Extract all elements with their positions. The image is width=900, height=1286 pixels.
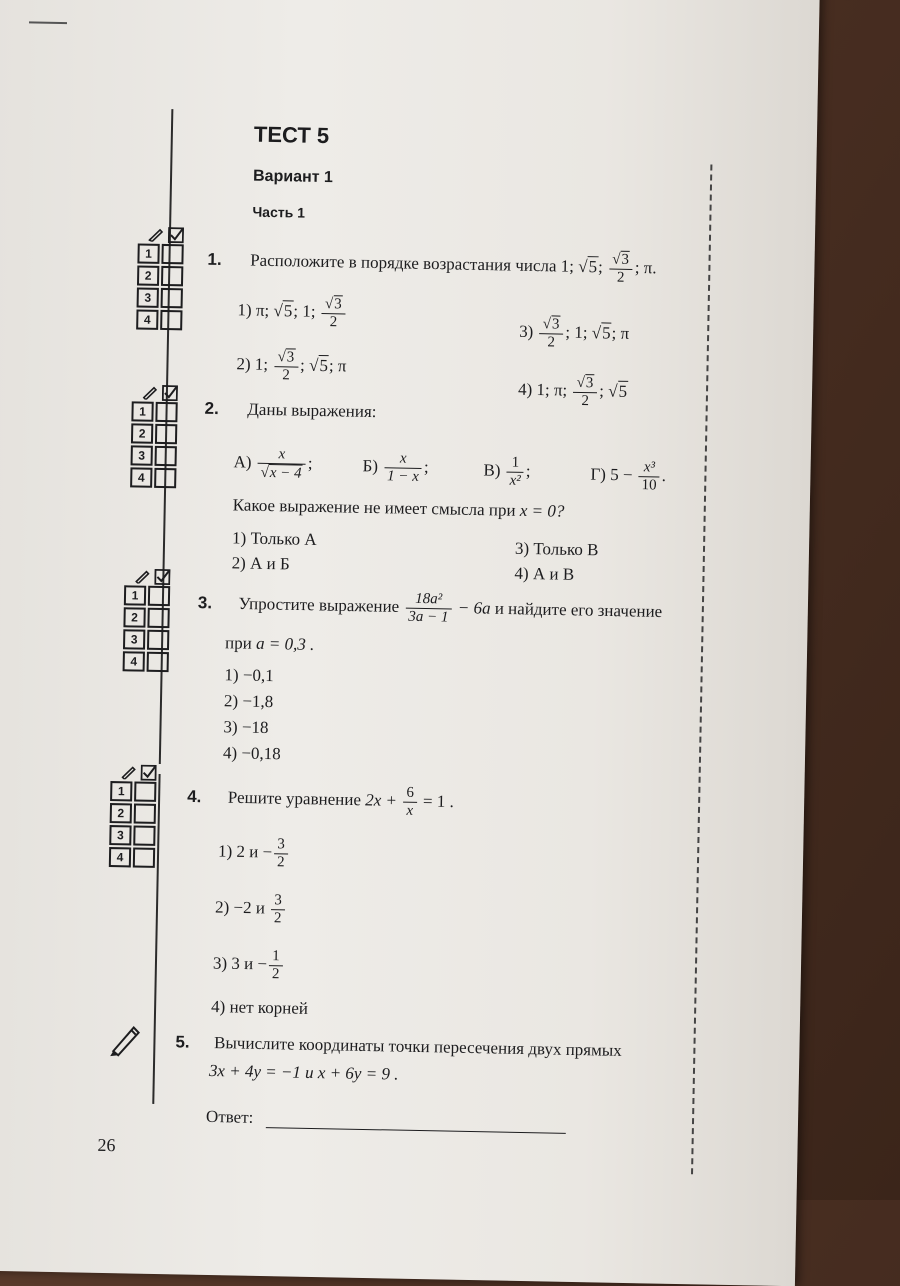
question-number: 2. xyxy=(204,398,219,419)
part-title: Часть 1 xyxy=(252,203,306,221)
answer-label: Ответ: xyxy=(205,1106,254,1127)
answer-box-row[interactable] xyxy=(124,585,172,606)
box-number: 3 xyxy=(109,825,131,845)
answer-boxes-q2 xyxy=(130,383,180,490)
answer-box-row[interactable] xyxy=(137,265,185,286)
question-5: 5. Вычислите координаты точки пересечения двух прямых xyxy=(175,1032,622,1060)
pencil-icon xyxy=(134,569,150,583)
pencil-icon xyxy=(107,1021,144,1058)
q4-option-1[interactable]: 1) 2 и − $\frac{3}{2}$ xyxy=(218,835,290,871)
answer-box-row[interactable] xyxy=(110,781,158,802)
answer-checkbox[interactable] xyxy=(155,446,177,466)
box-number: 1 xyxy=(131,401,153,421)
answer-boxes-q1 xyxy=(136,225,186,332)
q5-equations: 3x + 4y = −1 и x + 6y = 9 . xyxy=(208,1060,399,1084)
answer-line[interactable] xyxy=(265,1127,565,1134)
answer-box-row[interactable] xyxy=(136,309,184,330)
answer-box-row[interactable] xyxy=(137,243,185,264)
box-number: 1 xyxy=(124,585,146,605)
q3-option-1[interactable]: 1) −0,1 xyxy=(224,665,274,686)
box-number: 4 xyxy=(130,467,152,487)
q1-option-2[interactable]: 2) 1; $\frac{√3}{2}$ ; √5; π xyxy=(236,349,347,384)
question-text: Даны выражения: xyxy=(247,399,377,422)
stray-mark xyxy=(29,21,67,24)
answer-checkbox[interactable] xyxy=(160,310,182,330)
answer-box-row[interactable] xyxy=(130,467,178,488)
question-number: 4. xyxy=(186,786,202,807)
q1-option-4[interactable]: 4) 1; π; $\frac{√3}{2}$ ; √5 xyxy=(517,374,628,410)
answer-boxes-q3 xyxy=(123,567,173,674)
answer-box-row[interactable] xyxy=(110,803,158,824)
box-number: 4 xyxy=(109,847,131,867)
box-number: 1 xyxy=(110,781,132,801)
box-number: 4 xyxy=(123,651,145,671)
box-number: 2 xyxy=(123,607,145,627)
answer-checkbox[interactable] xyxy=(155,402,177,422)
box-number: 3 xyxy=(123,629,145,649)
fraction-sqrt3-over-2: $\frac{√3}{2}$ xyxy=(609,251,633,287)
box-header xyxy=(132,383,180,402)
answer-checkbox[interactable] xyxy=(155,424,177,444)
question-number: 1. xyxy=(207,249,222,269)
answer-checkbox[interactable] xyxy=(148,586,170,606)
answer-checkbox[interactable] xyxy=(133,847,155,867)
answer-boxes-q4 xyxy=(109,763,159,870)
q2-option-4[interactable]: 4) А и В xyxy=(514,563,575,584)
q3-line2: при a = 0,3 . xyxy=(224,633,315,654)
variant-title: Вариант 1 xyxy=(252,167,334,187)
box-number: 2 xyxy=(131,423,153,443)
q2-option-3[interactable]: 3) Только В xyxy=(514,538,599,560)
q2-question: Какое выражение не имеет смысла при x = 0? xyxy=(232,495,565,521)
pencil-icon xyxy=(148,228,164,242)
answer-checkbox[interactable] xyxy=(161,244,183,264)
answer-checkbox[interactable] xyxy=(161,266,183,286)
answer-checkbox[interactable] xyxy=(134,803,156,823)
question-3: 3. Упростите выражение $\frac{\text{18a²}}{3a - 1}$ − 6a и найдите его значение xyxy=(197,590,663,626)
test-title: ТЕСТ 5 xyxy=(253,121,330,149)
q2-expression-a: А) $\frac{x}{√x - 4}$ ; xyxy=(233,446,313,482)
box-header xyxy=(110,763,158,782)
box-header xyxy=(124,567,172,586)
q4-option-2[interactable]: 2) −2 и $\frac{3}{2}$ xyxy=(215,891,287,927)
answer-box-row[interactable] xyxy=(131,401,179,422)
answer-box-row[interactable] xyxy=(137,287,185,308)
answer-checkbox[interactable] xyxy=(154,468,176,488)
checkbox-check-icon xyxy=(140,765,156,781)
q3-option-2[interactable]: 2) −1,8 xyxy=(223,691,274,712)
q2-expression-b: Б) $\frac{x}{1 - x}$ ; xyxy=(362,450,429,485)
q4-option-3[interactable]: 3) 3 и − $\frac{1}{2}$ xyxy=(213,947,285,983)
q2-option-2[interactable]: 2) А и Б xyxy=(231,553,290,574)
answer-checkbox[interactable] xyxy=(134,781,156,801)
answer-box-row[interactable] xyxy=(109,847,157,868)
q3-option-4[interactable]: 4) −0,18 xyxy=(222,743,281,764)
box-number: 1 xyxy=(137,243,159,263)
answer-box-row[interactable] xyxy=(131,423,179,444)
answer-field[interactable] xyxy=(206,1107,566,1134)
q1-option-3[interactable]: 3) $\frac{√3}{2}$ ; 1; √5; π xyxy=(518,316,630,351)
box-number: 2 xyxy=(137,265,159,285)
q3-option-3[interactable]: 3) −18 xyxy=(223,717,269,738)
box-number: 3 xyxy=(131,445,153,465)
checkbox-check-icon xyxy=(154,569,170,585)
answer-checkbox[interactable] xyxy=(147,630,169,650)
answer-checkbox[interactable] xyxy=(133,825,155,845)
answer-checkbox[interactable] xyxy=(147,608,169,628)
box-header xyxy=(138,225,186,244)
box-number: 4 xyxy=(136,309,158,329)
page-number: 26 xyxy=(97,1134,116,1156)
answer-box-row[interactable] xyxy=(109,825,157,846)
question-number: 5. xyxy=(175,1032,190,1052)
answer-checkbox[interactable] xyxy=(147,652,169,672)
pencil-icon xyxy=(120,765,136,779)
question-text: Расположите в порядке возрастания числа 1; xyxy=(249,250,575,276)
checkbox-check-icon xyxy=(162,385,178,401)
sqrt-5: √5 xyxy=(578,256,598,277)
question-number: 3. xyxy=(197,593,213,613)
question-4: 4. Решите уравнение 2x + $\frac{6}{x}$ = 1 . xyxy=(186,784,455,819)
answer-checkbox[interactable] xyxy=(161,288,183,308)
question-1: 1. Расположите в порядке возрастания числа 1; √5; $\frac{√3}{2}$ ; π. xyxy=(207,249,657,286)
answer-box-row[interactable] xyxy=(123,629,171,650)
q4-option-4[interactable]: 4) нет корней xyxy=(210,997,309,1018)
dashed-cut-line xyxy=(691,164,712,1174)
q2-expression-v: В) $\frac{1}{\text{x²}}$ ; xyxy=(483,454,531,489)
q2-expression-g: Г) 5 − $\frac{\text{x³}}{10}$ . xyxy=(590,459,667,494)
box-number: 2 xyxy=(110,803,132,823)
checkbox-check-icon xyxy=(168,227,184,243)
box-number: 3 xyxy=(137,287,159,307)
answer-box-row[interactable] xyxy=(123,651,171,672)
question-2 xyxy=(204,399,376,422)
answer-box-row[interactable] xyxy=(131,445,179,466)
q2-option-1[interactable]: 1) Только А xyxy=(231,528,317,549)
q1-option-1[interactable]: 1) π; √5; 1; $\frac{√3}{2}$ xyxy=(237,293,348,331)
answer-box-row[interactable] xyxy=(123,607,171,628)
pencil-icon xyxy=(142,386,158,400)
